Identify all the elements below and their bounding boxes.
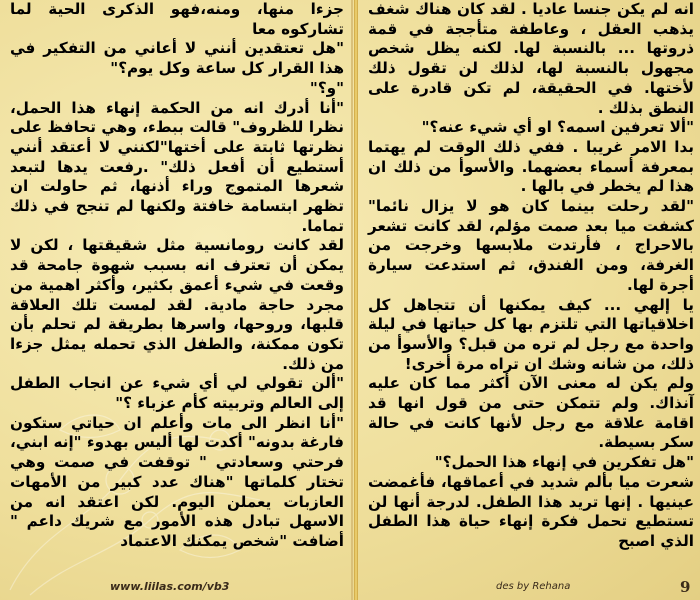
paragraph: "ألا تعرفين اسمه؟ او أي شيء عنه؟"	[421, 118, 694, 137]
site-url-watermark: www.liilas.com/vb3	[110, 580, 230, 593]
paragraph: بدا الامر غريبا . ففي ذلك الوقت لم يهتما بمعرفة أسماء بعضهما. والأسوأ من ذلك ان هذا لم يخطر في بالها .	[368, 137, 694, 196]
page-number: 9	[680, 578, 691, 596]
left-text-column	[6, 0, 348, 552]
paragraph: "هل تفكرين في إنهاء هذا الحمل؟"	[434, 453, 694, 472]
paragraph: ولم يكن له معنى الآن أكثر مما كان عليه آنذاك. ولم تتمكن حتى من قول انها قد اقامة علاقة مع رجل لأنها كانت في حالة سكر بسيطة.	[368, 374, 694, 452]
paragraph: شعرت ميا بألم شديد في أعماقها، فأغمضت عينيها . إنها تريد هذا الطفل. لدرجة أنها لن تستطيع تحمل فكرة إنهاء حياة هذا الطفل الذي اصبح	[368, 472, 694, 550]
paragraph: "أنا أدرك انه من الحكمة إنهاء هذا الحمل، نظرا للظروف" قالت ببطء، وهي تحافظ على نظرتها ثابتة على أختها"لكنني لا أعتقد أنني أستطيع أن أفعل ذلك" .رفعت يدها لتبعد شعرها المتموج وراء أذنها، ثم حاولت ان تظهر ابتسامة خافتة ولكنها لم تنجح في ذلك تماما.	[10, 98, 344, 235]
right-text-column	[364, 0, 698, 552]
paragraph: يا إلهي ... كيف يمكنها أن تتجاهل كل اخلاقياتها التي تلتزم بها كل حياتها في ليلة واحدة مع رجل لم تره من قبل؟ والأسوأ من ذلك، من شانه وشك ان تراه مرة أخرى!	[368, 295, 694, 373]
designer-credit: des by Rehana	[496, 581, 571, 592]
paragraph: جزءا منها، ومنه،فهو الذكرى الحية لما تشاركوه معا	[10, 0, 344, 38]
paragraph: انه لم يكن جنسا عاديا . لقد كان هناك شغف يذهب العقل ، وعاطفة متأججة في قمة ذروتها ... بالنسبة لها. لكنه يظل شخص مجهول بالنسبة لها، لذلك لن تقول ذلك لأختها. في الحقيقة، لم تكن قادرة على النطق بذلك .	[368, 0, 694, 117]
paragraph: "ألن تقولي لي أي شيء عن انجاب الطفل إلى العالم وتربيته كأم عزباء ؟"	[10, 374, 344, 413]
paragraph: "لقد رحلت بينما كان هو لا يزال نائما" كشفت ميا بعد صمت مؤلم، لقد كانت تشعر بالاحراج ، فأرتدت ملابسها وخرجت من الغرفة، ومن الفندق، ثم استدعت سيارة أجرة لها.	[368, 197, 694, 294]
paragraph: "و؟"	[309, 78, 344, 97]
paragraph: "هل تعتقدين أنني لا أعاني من التفكير في هذا القرار كل ساعة وكل يوم؟"	[10, 39, 344, 78]
column-divider-shadow	[351, 0, 353, 600]
paragraph: لقد كانت رومانسية مثل شقيقتها ، لكن لا يمكن أن تعترف انه بسبب شهوة جامحة قد وقعت في شيء أعمق بكثير، وأكثر اهمية من مجرد حاجة مادية. لقد لمست تلك العلاقة قلبها، وروحها، واسرها بطريقة لم تحلم بأن تكون ممكنة، والطفل الذي تحمله يمثل جزءا من ذلك.	[10, 236, 344, 373]
paragraph: "أنا انظر الى مات وأعلم ان حياتي ستكون فارغة بدونه" أكدت لها أليس بهدوء "إنه ابني، فرحتي وسعادتي " توقفت في صمت وهي تختار كلماتها "هناك عدد كبير من الأمهات العازبات يعملن اليوم. لكن اعتقد انه من الاسهل تبادل هذه الأمور مع شريك داعم " أضافت "شخص يمكنك الاعتماد	[10, 413, 344, 550]
column-divider	[354, 0, 358, 600]
